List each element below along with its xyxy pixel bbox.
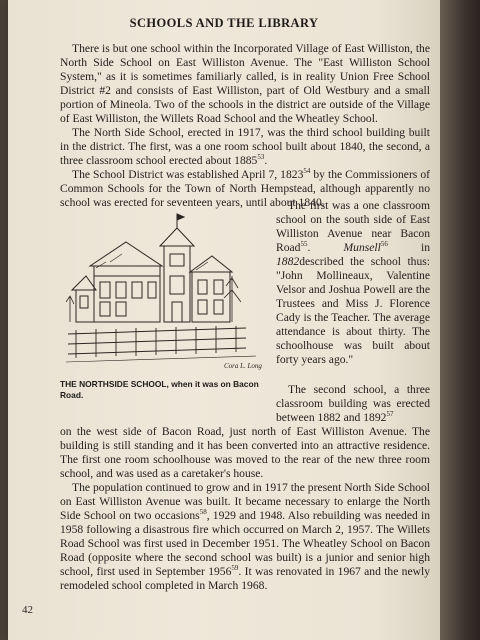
footnote-53: 53: [257, 153, 265, 162]
paragraph-5-text-a: The second school, a three classroom building was erected between 1882 and 1892: [276, 383, 430, 424]
paragraph-5-continued: on the west side of Bacon Road, just north of East Williston Avenue. The building is still standing and it has been converted into an attractive residence. The first one room schoolhouse was moved to the rear of the new three room school, and was used as a caretaker's house.: [60, 425, 430, 480]
paragraph-6: [60, 481, 430, 593]
footnote-59: 59: [231, 564, 239, 573]
paragraph-6-text-c: . It was renovated in 1967 and the newly remodeled school completed in March 1968.: [60, 565, 430, 592]
paragraph-6-text-a: The population continued to grow and in 1917 the present North Side School on East Williston Avenue was built. It became necessary to enlarge the North Side School on two occasions: [60, 481, 430, 522]
page-heading: SCHOOLS AND THE LIBRARY: [129, 16, 319, 30]
book-spine-shadow: [440, 0, 480, 640]
paragraph-1: There is but one school within the Incorporated Village of East Williston, the North Side School on East Williston Avenue. The "East Williston School System," as it is sometimes familiarly called, is in reality Union Free School District #2 and consists of East Williston, part of Old Westbury and a small portion of Mineola. Two of the schools in the district are outside of the Village of East Williston, the Willets Road School and the Wheatley School.: [60, 42, 430, 125]
caption-title: THE NORTHSIDE SCHOOL,: [60, 379, 169, 389]
munsell-citation: Munsell: [343, 241, 381, 254]
paragraph-4-text-a: The first was a one classroom school on the south side of East Williston Avenue near Bacon Road: [276, 199, 430, 254]
lower-text-block: [60, 383, 430, 593]
paragraph-5: [276, 383, 430, 425]
paragraph-2-text: The North Side School, erected in 1917, was the third school building built in the district. The first, was a one room school built about 1840, the second, a three classroom school erected about 1885: [60, 126, 430, 167]
paragraph-4: [276, 199, 430, 367]
year-1882: 1882: [276, 255, 300, 268]
book-page: [8, 0, 440, 640]
right-column-text: [276, 199, 430, 367]
footnote-55: 55: [300, 240, 308, 249]
footnote-56: 56: [380, 240, 388, 249]
footnote-58: 58: [199, 508, 207, 517]
paragraph-6-text-b: , 1929 and 1948. Also rebuilding was needed in 1958 following a disastrous fire which occurred on March 2, 1957. The Willets Road School was first used in December 1951. The Wheatley School on Bacon Road (opposite where the second school was built) is a junior and senior high school, first used in September 1956: [60, 509, 430, 578]
northside-school-illustration: [66, 206, 264, 374]
paragraph-4-text-c: in: [387, 241, 430, 254]
illustration-signature: Cora L. Long: [224, 362, 262, 370]
paragraph-4-text-d: described the school thus: "John Mollineaux, Valentine Velsor and Joshua Powell are the Trustees and Miss J. Florence Cady is the Teacher. The average attendance is about thirty. The schoolhouse was built about forty years ago.": [276, 255, 430, 366]
caption-rest: when it was on Bacon Road.: [60, 379, 259, 400]
paragraph-3-text-b: by the Commissioners of Common Schools for the Town of North Hempstead, although apparently no school was erected for seventeen years, until about 1840.: [60, 168, 430, 209]
paragraph-4-text-b: .: [307, 241, 344, 254]
paragraph-2-end: .: [264, 154, 268, 167]
paragraph-3-text-a: The School District was established April 7, 1823: [72, 168, 304, 181]
paragraph-2: [60, 126, 430, 168]
footnote-54: 54: [303, 167, 311, 176]
footnote-57: 57: [386, 410, 394, 419]
page-number: 42: [22, 604, 33, 616]
top-text-block: [60, 42, 430, 210]
